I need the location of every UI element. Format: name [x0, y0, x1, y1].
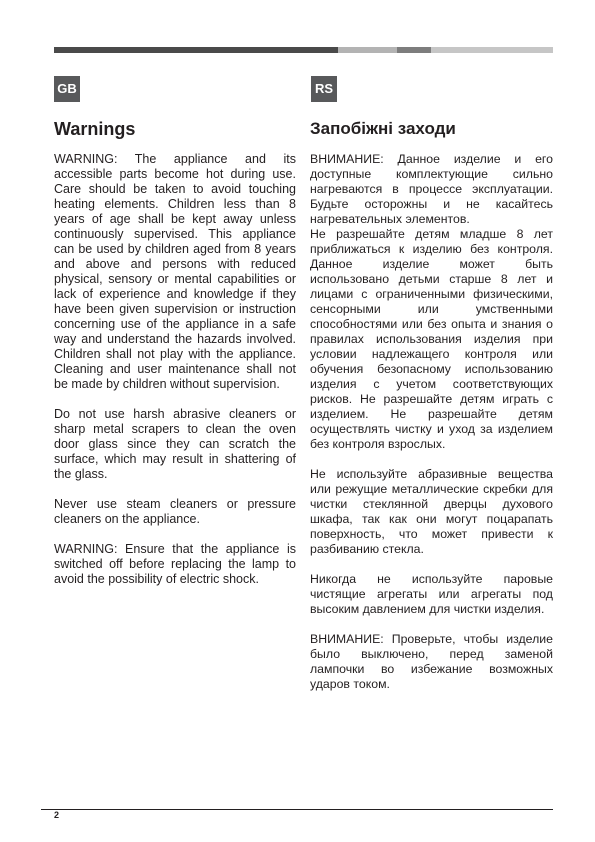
precaution-paragraph-5: ВНИМАНИЕ: Проверьте, чтобы изделие было выключено, перед заменой лампочки во избежание возможных ударов током.	[310, 632, 553, 691]
precaution-paragraph-1: ВНИМАНИЕ: Данное изделие и его доступные комплектующие сильно нагреваются в процессе эксплуатации. Будьте осторожны и не касайтесь нагревательных элементов.	[310, 152, 553, 226]
warning-paragraph-4: WARNING: Ensure that the appliance is switched off before replacing the lamp to avoid the possibility of electric shock.	[54, 542, 296, 586]
page-number: 2	[54, 810, 60, 820]
precaution-paragraph-2: Не разрешайте детям младше 8 лет приближаться к изделию без контроля. Данное изделие может быть использовано детьми старше 8 лет и лицами с ограниченными физическими, сенсорными или умственными способностями или без опыта и знания о правилах использования изделия при условии надлежащего контроля или обучения безопасному использованию изделия с учетом соответствующих рисков. Не разрешайте детям играть с изделием. Не разрешайте детям осуществлять чистку и уход за изделием без контроля взрослых.	[310, 227, 553, 451]
section-title-warnings: Warnings	[54, 119, 136, 139]
header-bar-mid-segment	[397, 47, 431, 53]
warning-paragraph-1: WARNING: The appliance and its accessible parts become hot during use. Care should be taken to avoid touching heating elements. Children less than 8 years of age shall be kept away unless continuously supervised. This appliance can be used by children aged from 8 years and above and persons with reduced physical, sensory or mental capabilities or lack of experience and knowledge if they have been given supervision or instruction concerning use of the appliance in a safe way and understand the hazards involved. Children shall not play with the appliance. Cleaning and user maintenance shall not be made by children without supervision.	[54, 152, 296, 391]
header-bar-light-segment	[338, 47, 397, 53]
right-column	[310, 118, 553, 707]
precaution-paragraph-4: Никогда не используйте паровые чистящие агрегаты или агрегаты под высоким давлением для чистки изделия.	[310, 572, 553, 616]
language-badge-rs: RS	[311, 76, 337, 102]
header-bar-dark-segment	[54, 47, 338, 53]
warning-paragraph-2: Do not use harsh abrasive cleaners or sharp metal scrapers to clean the oven door glass since they can scratch the surface, which may result in shattering of the glass.	[54, 407, 296, 481]
footer-rule	[41, 809, 553, 810]
warning-paragraph-3: Never use steam cleaners or pressure cleaners on the appliance.	[54, 497, 296, 526]
language-badge-gb: GB	[54, 76, 80, 102]
precaution-paragraph-3: Не используйте абразивные вещества или режущие металлические скребки для чистки стеклянной дверцы духового шкафа, так как они могут поцарапать поверхность, что может привести к разбиванию стекла.	[310, 467, 553, 556]
left-column	[54, 118, 296, 602]
section-title-precautions: Запобіжні заходи	[310, 119, 456, 138]
header-bar-light-segment-2	[431, 47, 553, 53]
header-color-bar	[54, 47, 553, 53]
